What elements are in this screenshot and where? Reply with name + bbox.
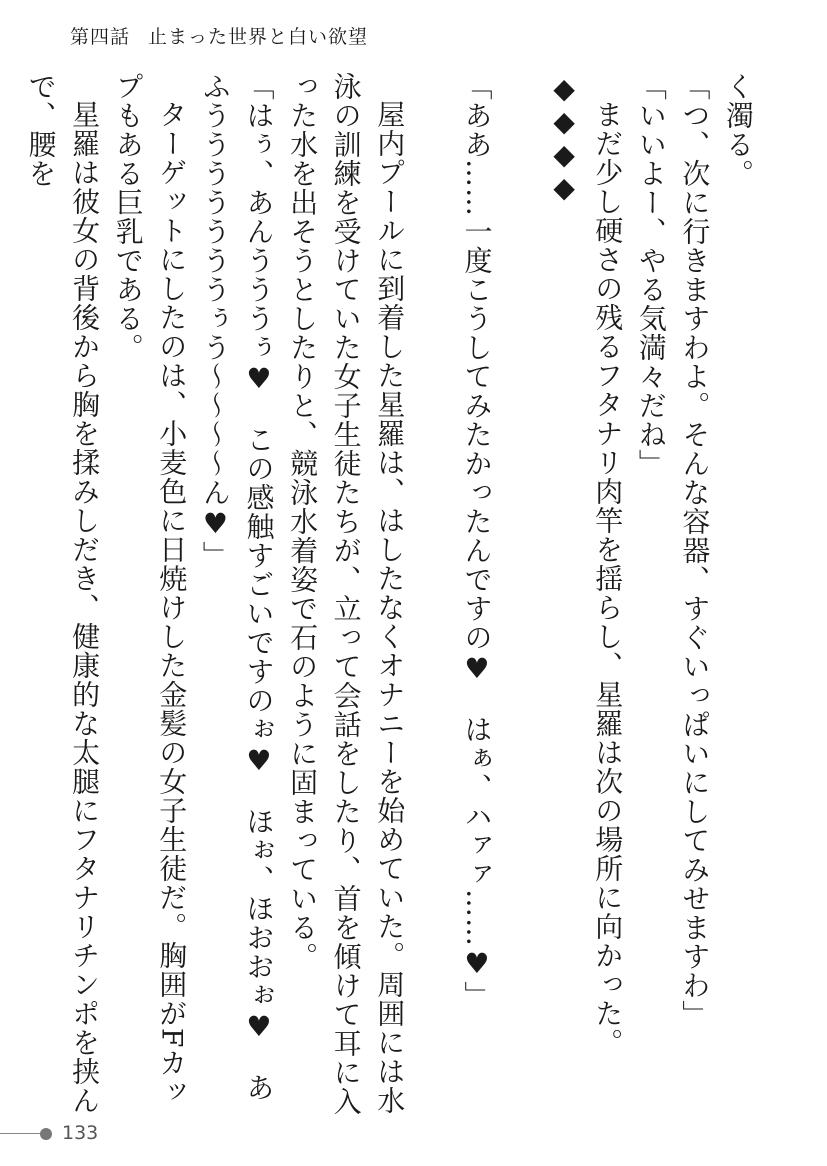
scene-break-diamonds: ◆◆◆◆ bbox=[547, 72, 581, 204]
paragraph: く濁る。 bbox=[722, 72, 755, 188]
chapter-title: 止まった世界と白い欲望 bbox=[148, 26, 369, 48]
paragraph: ターゲットにしたのは、小麦色に日焼けした金髪の女子生徒だ。胸囲がFカップもある巨乳である。 bbox=[111, 72, 189, 1107]
dialogue-line: 「ああ……一度こうしてみたかったんですの♥ はぁ、ハァァ……♥」 bbox=[460, 72, 494, 1010]
page-number: 133 bbox=[62, 1122, 99, 1144]
footer-rule bbox=[0, 1133, 42, 1134]
paragraph: まだ少し硬さの残るフタナリ肉竿を揺らし、星羅は次の場所に向かった。 bbox=[591, 100, 625, 1057]
dialogue-line: 「はぅ、あんうううぅ♥ この感触すごいですのぉ♥ ほぉ、ほおおぉ♥ あふうううううううぅう〜〜〜〜ん♥」 bbox=[198, 72, 276, 1102]
dialogue-line: 「いいよー、やる気満々だね」 bbox=[634, 72, 668, 478]
chapter-number: 第四話 bbox=[70, 26, 131, 48]
paragraph: 星羅は彼女の背後から胸を揉みしだき、健康的な太腿にフタナリチンポを挟んで、腰を bbox=[24, 72, 102, 1115]
footer-dot-icon bbox=[40, 1128, 52, 1140]
running-header bbox=[70, 22, 368, 49]
paragraph: 屋内プールに到着した星羅は、はしたなくオナニーを始めていた。周囲には水泳の訓練を受けていた女子生徒たちが、立って会話をしたり、首を傾けて耳に入った水を出そうとしたりと、競泳水着姿で石のように固まっている。 bbox=[286, 72, 407, 1116]
page-footer bbox=[0, 1122, 200, 1146]
vertical-body-text bbox=[24, 72, 760, 1117]
dialogue-line: 「つ、次に行きますわよ。そんな容器、すぐいっぱいにしてみせますわ」 bbox=[678, 72, 712, 1029]
